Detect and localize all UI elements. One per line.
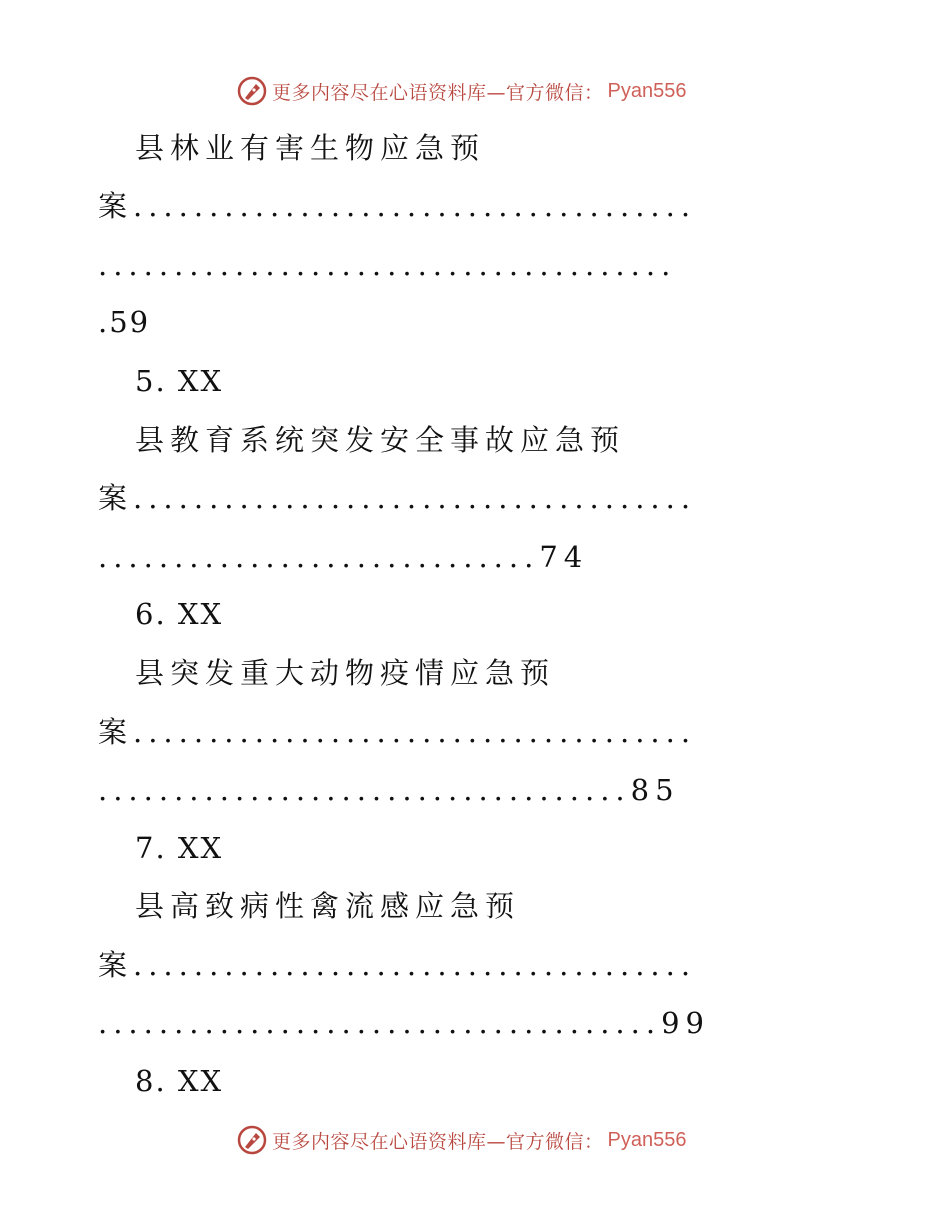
watermark-handle: Pyan556: [607, 79, 687, 102]
footer-watermark: [236, 1123, 686, 1157]
toc-dots-line: 案.....................................: [98, 948, 697, 982]
toc-dots-line: .............................74: [98, 540, 589, 574]
toc-dots-line: ...................................85: [98, 773, 680, 807]
toc-title-line: 县教育系统突发安全事故应急预: [135, 423, 626, 457]
toc-page-number: .59: [98, 305, 151, 339]
toc-dots-line: 案.....................................: [98, 481, 697, 515]
toc-item-number: 6. XX: [135, 597, 224, 631]
watermark-text: 更多内容尽在心语资料库—官方微信：: [272, 81, 604, 104]
toc-item-number: 8. XX: [135, 1064, 224, 1098]
toc-title-line: 县林业有害生物应急预: [135, 131, 486, 165]
toc-item-number: 7. XX: [135, 831, 224, 865]
watermark-text: 更多内容尽在心语资料库—官方微信：: [272, 1130, 604, 1153]
toc-dots-line: ......................................: [98, 248, 677, 282]
toc-dots-line: 案.....................................: [98, 715, 697, 749]
toc-item-number: 5. XX: [135, 364, 224, 398]
watermark-handle: Pyan556: [607, 1128, 687, 1151]
toc-dots-line: 案.....................................: [98, 189, 697, 223]
pen-nib-circle-icon: [236, 1124, 268, 1156]
toc-dots-line: .....................................99: [98, 1006, 710, 1040]
toc-title-line: 县高致病性禽流感应急预: [135, 889, 521, 923]
toc-title-line: 县突发重大动物疫情应急预: [135, 656, 556, 690]
